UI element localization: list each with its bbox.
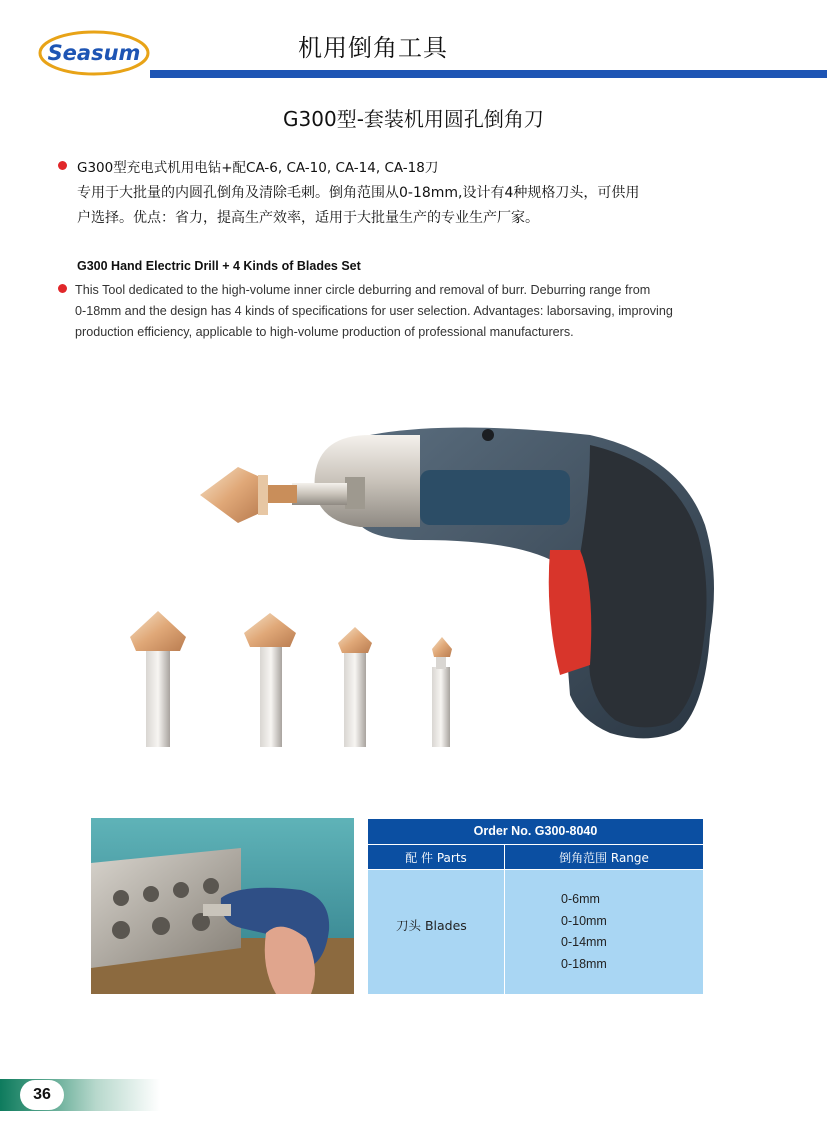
parts-cell [368, 869, 505, 994]
parts-column-header: 配 件 Parts [368, 844, 505, 869]
chinese-description [77, 181, 757, 231]
english-heading: G300 Hand Electric Drill + 4 Kinds of Blades Set [77, 259, 361, 273]
range-item: 0-6mm [561, 892, 600, 906]
order-number-header: Order No. G300-8040 [368, 819, 703, 844]
chinese-product-line: G300型充电式机用电钻+配CA-6, CA-10, CA-14, CA-18刀 [77, 160, 439, 176]
english-description-line: production efficiency, applicable to high-volume production of professional manufacturers. [75, 325, 574, 339]
logo-text: Seasum [47, 41, 141, 65]
blade-ca-10-icon [338, 627, 372, 747]
header-title: 机用倒角工具 [298, 34, 448, 62]
english-description-line: 0-18mm and the design has 4 kinds of specifications for user selection. Advantages: laborsaving, improving [75, 304, 673, 318]
bullet-icon [58, 284, 67, 293]
range-item: 0-10mm [561, 913, 607, 928]
blades-label: 刀头 Blades [396, 918, 467, 933]
chinese-description-line: 户选择。优点：省力，提高生产效率，适用于大批量生产的专业生产厂家。 [77, 210, 539, 226]
specification-table [368, 819, 703, 994]
seasum-logo [38, 30, 150, 76]
range-column-header: 倒角范围 Range [505, 844, 703, 869]
range-list [561, 889, 607, 975]
range-cell [505, 869, 703, 994]
range-item: 0-14mm [561, 935, 607, 949]
drill-and-blades-photo [120, 415, 720, 760]
drill-in-use-photo [91, 818, 354, 994]
page-number: 36 [20, 1080, 64, 1110]
bullet-icon [58, 161, 67, 170]
blade-ca-18-icon [130, 611, 186, 747]
blade-ca-14-icon [244, 613, 296, 747]
range-item: 0-18mm [561, 956, 607, 971]
page-title: G300型-套装机用圆孔倒角刀 [283, 107, 544, 131]
english-description-line: This Tool dedicated to the high-volume inner circle deburring and removal of burr. Deburring range from [75, 283, 651, 297]
blade-ca-6-icon [432, 637, 452, 747]
chinese-description-line: 专用于大批量的内圆孔倒角及清除毛刺。倒角范围从0-18mm,设计有4种规格刀头，可供用 [77, 185, 640, 201]
header-bar [150, 70, 827, 78]
english-description [75, 280, 755, 343]
